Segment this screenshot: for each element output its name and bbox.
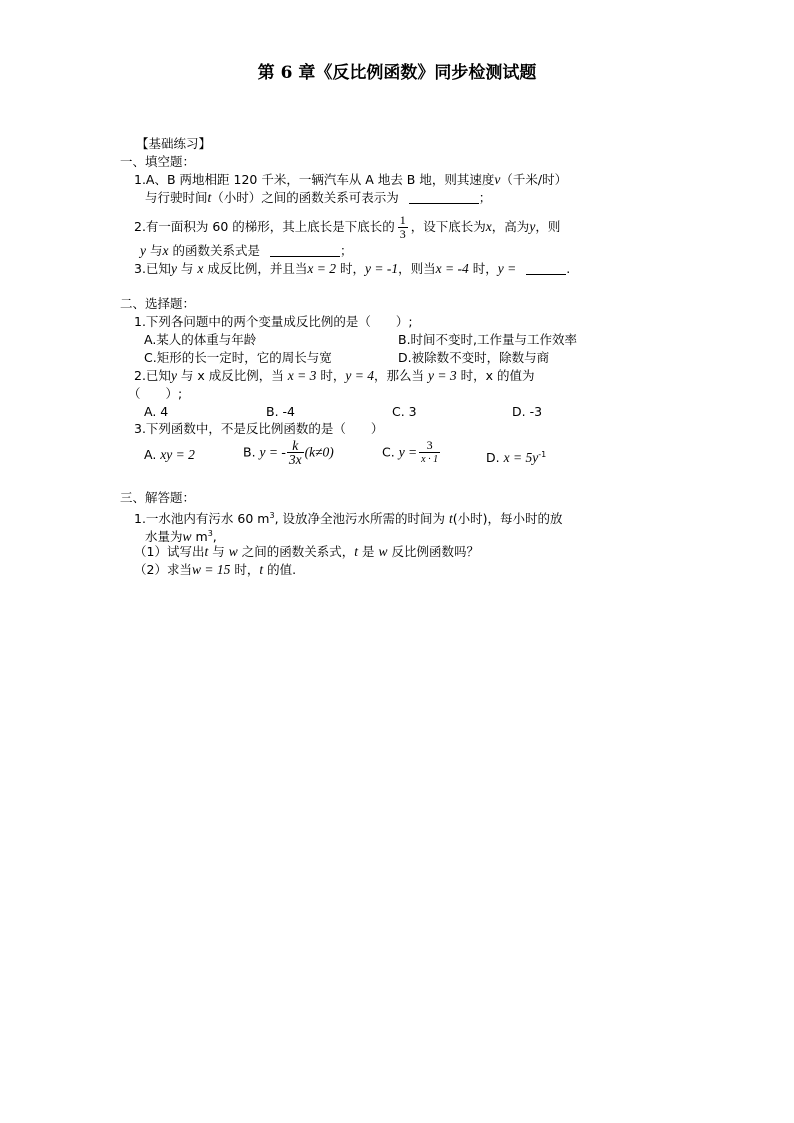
answer-subquestion-2: （2）求当w = 15 时，t 的值. (134, 562, 297, 577)
answer-subquestion-1: （1）试写出t 与 w 之间的函数关系式，t 是 w 反比例函数吗？ (134, 544, 479, 559)
fraction-one-third: $\frac{1}{3}$ (399, 213, 406, 241)
choice-q2-option-b[interactable]: B. -4 (266, 404, 295, 419)
part3-heading: 三、解答题： (120, 490, 196, 505)
fill-question-1-line-1: 1.A、B 两地相距 120 千米，一辆汽车从 A 地去 B 地，则其速度v（千米/时） (134, 172, 568, 187)
choice-q2-option-a[interactable]: A. 4 (144, 404, 169, 419)
choice-question-3: 3.下列函数中，不是反比例函数的是（ ） (134, 421, 384, 436)
choice-q3-option-b[interactable]: B. y = - $\frac{k}{3x}$ (k≠0) (243, 438, 334, 467)
page-title: 第 6 章《反比例函数》同步检测试题 (257, 63, 537, 83)
choice-question-2-blank: （ ）; (128, 386, 183, 401)
part2-heading: 二、选择题： (120, 296, 196, 311)
section-basic-heading: 【基础练习】 (136, 136, 212, 151)
choice-q3-option-d[interactable]: D. $x = 5y^{-1}$ (486, 450, 547, 465)
fill-question-2-line-1: 2.有一面积为 60 的梯形，其上底长是下底长的 $\frac{1}{3}$ ，设下底长为x，高为y，则 (134, 213, 561, 241)
part1-heading: 一、填空题： (120, 154, 196, 169)
fill-question-1-line-2: 与行驶时间t（小时）之间的函数关系可表示为 ； (145, 190, 492, 205)
fill-question-2-line-2: y 与x 的函数关系式是 ； (140, 243, 353, 258)
choice-question-1: 1.下列各问题中的两个变量成反比例的是（ ）; (134, 314, 413, 329)
fill-question-3: 3.已知y 与 x 成反比例，并且当x = 2 时，y = -1，则当x = -4 时，y = . (134, 261, 571, 276)
answer-blank[interactable] (409, 191, 479, 204)
answer-question-1-line-1: 1.一水池内有污水 60 $m^3$, 设放净全池污水所需的时间为 t(小时)，每小时的放 (134, 511, 563, 526)
choice-q2-option-c[interactable]: C. 3 (392, 404, 417, 419)
choice-q3-option-a[interactable]: A. xy = 2 (144, 447, 195, 462)
fraction-k-over-3x: $\frac{k}{3x}$ (288, 438, 302, 467)
choice-q3-option-c[interactable]: C. y = $\frac{3}{x \cdot 1}$ (382, 438, 439, 465)
choice-question-2: 2.已知y 与 x 成反比例，当 x = 3 时，y = 4，那么当 y = 3 时，x 的值为 (134, 368, 535, 383)
answer-question-1-line-2: 水量为w $m^3$, (145, 529, 217, 544)
choice-q2-option-d[interactable]: D. -3 (512, 404, 543, 419)
choice-q1-option-b[interactable]: B.时间不变时,工作量与工作效率 (398, 332, 578, 347)
answer-blank[interactable] (526, 262, 566, 275)
answer-blank[interactable] (270, 244, 340, 257)
fraction-3-over-x: $\frac{3}{x \cdot 1}$ (421, 438, 439, 465)
choice-q1-option-d[interactable]: D.被除数不变时，除数与商 (398, 350, 550, 365)
choice-q1-option-c[interactable]: C.矩形的长一定时，它的周长与宽 (144, 350, 332, 365)
choice-q1-option-a[interactable]: A.某人的体重与年龄 (144, 332, 257, 347)
